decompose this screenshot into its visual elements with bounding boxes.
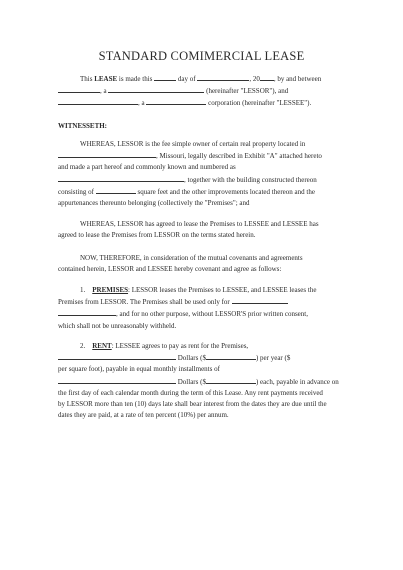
year-blank[interactable] (260, 73, 274, 81)
lessor-type-blank[interactable] (108, 85, 204, 93)
rent-line: ) per year ($ (255, 354, 291, 363)
monthly-rent-words-blank[interactable] (58, 376, 176, 384)
county-blank[interactable] (58, 150, 156, 158)
whereas1-line: WHEREAS, LESSOR is the fee simple owner of certain real property located in (80, 140, 306, 148)
whereas1-line: appurtenances thereunto belonging (collectively the "Premises"; and (58, 199, 250, 208)
intro-text: , a (100, 87, 107, 96)
whereas1-line: , Missouri, legally described in Exhibit "A" attached hereto (156, 152, 322, 161)
intro-text: , by and between (273, 75, 322, 83)
witnesseth-heading: WITNESSETH: (58, 122, 108, 130)
document-title: STANDARD COMIMERCIAL LEASE (98, 49, 305, 63)
intro-text: , a (138, 99, 145, 108)
intro-text: is made this (117, 75, 153, 83)
intro-text: , 20 (249, 75, 260, 83)
monthly-rent-amount-blank[interactable] (206, 376, 256, 384)
whereas1-line: consisting of (58, 187, 94, 196)
premises-line: which shall not be unreasonably withheld. (58, 321, 177, 330)
intro-text: day of (177, 75, 196, 83)
square-feet-blank[interactable] (96, 186, 136, 194)
now-line: contained herein, LESSOR and LESSEE hereby covenant and agree as follows: (58, 265, 282, 274)
use-purpose-blank-2[interactable] (58, 308, 116, 316)
address-blank[interactable] (58, 174, 184, 182)
rent-line: per square foot), payable in equal monthly installments of (58, 365, 220, 374)
premises-line: Premises from LESSOR. The Premises shall be used only for (58, 298, 230, 307)
rent-heading: RENT (92, 342, 112, 350)
premises-heading: PREMISES (92, 286, 129, 294)
intro-paragraph (58, 73, 348, 110)
whereas-paragraph-2 (58, 219, 348, 241)
premises-section (58, 285, 348, 332)
lessee-state-blank[interactable] (146, 97, 206, 105)
intro-text: (hereinafter "LESSOR"), and (206, 87, 289, 96)
whereas1-line: and made a part hereof and commonly known and numbered as (58, 163, 236, 172)
rent-line: : LESSEE agrees to pay as rent for the Premises, (111, 342, 249, 350)
rent-line: ) each, payable in advance on (255, 377, 339, 386)
intro-text: corporation (hereinafter "LESSEE"). (208, 99, 312, 108)
month-blank[interactable] (197, 73, 249, 81)
rent-line: Dollars ($ (177, 354, 206, 363)
rent-line: Dollars ($ (177, 377, 206, 386)
lessor-name-blank[interactable] (58, 85, 100, 93)
premises-line: , and for no other purpose, without LESSOR'S prior written consent, (116, 310, 308, 319)
lease-word: LEASE (94, 75, 118, 83)
intro-text: This (80, 75, 95, 83)
rent-line: by LESSOR more than ten (10) days late shall bear interest from the dates they are due until the (58, 400, 327, 409)
section-number: 2. (80, 342, 86, 350)
use-purpose-blank[interactable] (232, 296, 288, 304)
now-therefore-paragraph (58, 253, 348, 275)
rent-line: dates they are paid, at a rate of ten percent (10%) per annum. (58, 411, 229, 420)
day-blank[interactable] (154, 73, 176, 81)
annual-rent-words-blank[interactable] (58, 352, 176, 360)
premises-line: : LESSOR leases the Premises to LESSEE, and LESSEE leases the (128, 286, 317, 294)
rent-line: the first day of each calendar month during the term of this Lease. Any rent payments received (58, 388, 323, 397)
rent-section (58, 341, 348, 421)
whereas2-line: WHEREAS, LESSOR has agreed to lease the Premises to LESSEE and LESSEE has (80, 220, 319, 228)
whereas-paragraph-1 (58, 139, 348, 209)
now-line: NOW, THEREFORE, in consideration of the mutual covenants and agreements (80, 254, 303, 262)
section-number: 1. (80, 286, 86, 294)
whereas1-line: square feet and the other improvements located thereon and the (137, 187, 315, 196)
whereas2-line: agreed to lease the Premises from LESSOR on the terms stated herein. (58, 231, 256, 240)
lessee-name-blank[interactable] (58, 97, 138, 105)
annual-rent-amount-blank[interactable] (206, 352, 256, 360)
whereas1-line: , together with the building constructed thereon (184, 175, 317, 184)
